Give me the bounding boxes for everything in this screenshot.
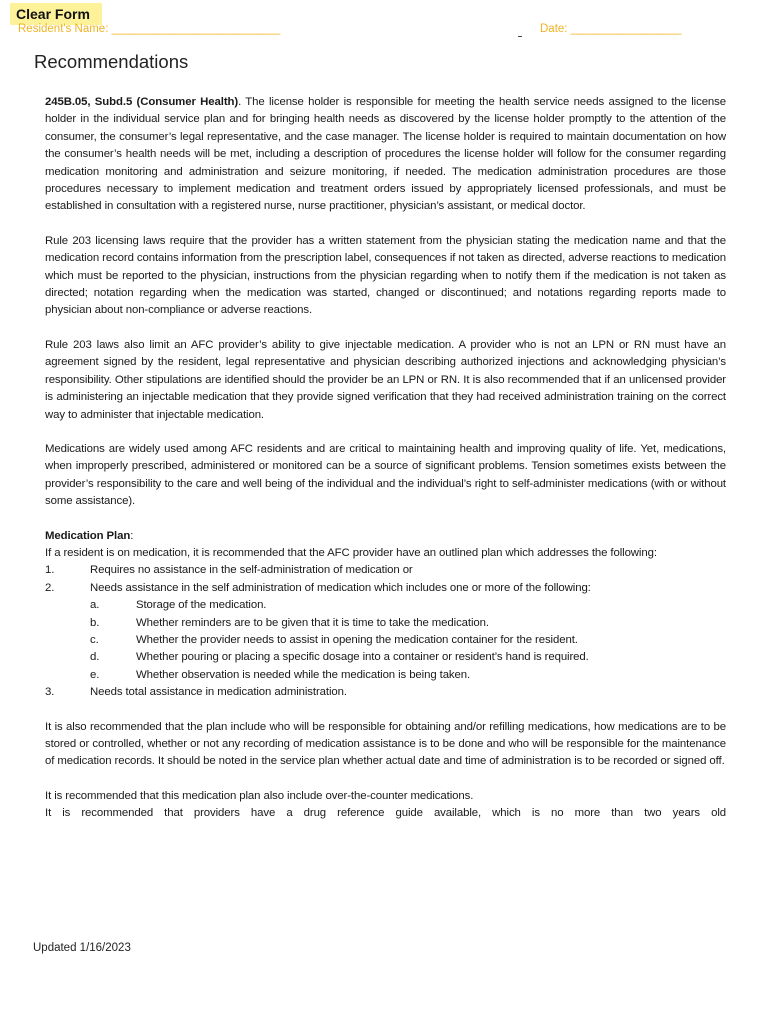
sub-list-item [45, 597, 726, 614]
sub-list-item-letter: c. [90, 633, 99, 646]
document-body [45, 94, 726, 823]
paragraph-drug-reference: It is recommended that providers have a drug reference guide available, which is no more than two years old [45, 807, 726, 820]
sub-list-item-letter: a. [90, 599, 100, 612]
updated-date: Updated 1/16/2023 [33, 942, 131, 954]
list-item [45, 684, 726, 701]
paragraph-consumer-health [45, 94, 726, 216]
sub-list-item [45, 615, 726, 632]
statute-reference: 245B.05, Subd.5 (Consumer Health) [45, 96, 239, 108]
sub-list-item [45, 632, 726, 649]
date-input-line[interactable]: ___________________ [570, 23, 681, 35]
heading-colon: : [130, 529, 134, 542]
date-field[interactable] [540, 23, 681, 35]
paragraph-rule-203-licensing: Rule 203 licensing laws require that the provider has a written statement from the physician stating the medication name and that the medication record contains information from the prescription label, consequences if not taken as directed, adverse reactions to medication which must be reported to the physician, instructions from the physician regarding when to notify them if the medication is not taken as directed; notation regarding when the medication was started, changed or discontinued; and notations regarding reports made to physician about non-compliance or adverse reactions. [45, 234, 726, 317]
sub-list-item [45, 649, 726, 666]
list-item-number: 1. [45, 564, 55, 577]
sub-list-item-text: Storage of the medication. [136, 599, 267, 612]
medication-plan-intro: If a resident is on medication, it is recommended that the AFC provider have an outlined plan which addresses the following: [45, 546, 657, 559]
paragraph-text: . The license holder is responsible for meeting the health service needs assigned to the license holder in the individual service plan and for bringing health needs as discovered by the license holder promptly to the attention of the consumer, the consumer’s legal representative, and the case manager. The license holder is required to maintain documentation on how the consumer’s health needs will be met, including a description of procedures the license holder will follow for the consumer regarding medication monitoring and administration and seizure monitoring, if needed. The medication administration procedures are those procedures necessary to implement medication and treatment orders issued by appropriately licensed professionals, and must be established in consultation with a registered nurse, nurse practitioner, physician’s assistant, or medical doctor. [45, 96, 726, 213]
sub-list-item-text: Whether the provider needs to assist in opening the medication container for the resident. [136, 633, 578, 646]
medication-plan-section [45, 528, 726, 702]
paragraph-otc-medications: It is recommended that this medication plan also include over-the-counter medications. [45, 789, 474, 802]
sub-list-item-text: Whether reminders are to be given that it is time to take the medication. [136, 616, 489, 629]
sub-list-item-letter: e. [90, 668, 100, 681]
resident-name-label: Resident's Name: [18, 23, 109, 35]
divider-dash [518, 36, 522, 37]
resident-name-field[interactable] [18, 23, 280, 35]
list-item [45, 562, 726, 579]
list-item-text: Requires no assistance in the self-administration of medication or [90, 564, 413, 577]
date-label: Date: [540, 23, 568, 35]
medication-plan-heading: Medication Plan [45, 529, 131, 542]
paragraph-medication-use: Medications are widely used among AFC residents and are critical to maintaining health and improving quality of life. Yet, medications, when improperly prescribed, administered or monitored can be a source of significant problems. Tension sometimes exists between the provider’s responsibility to the care and well being of the individual and the individual’s right to self-administer medications (with or without some assistance). [45, 442, 726, 508]
sub-list-item [45, 667, 726, 684]
list-item-number: 2. [45, 581, 55, 594]
list-item-text: Needs total assistance in medication administration. [90, 686, 347, 699]
clear-form-button[interactable]: Clear Form [10, 3, 102, 25]
list-item-text: Needs assistance in the self administration of medication which includes one or more of the following: [90, 581, 591, 594]
sub-list-item-letter: b. [90, 616, 100, 629]
paragraph-plan-responsibilities: It is also recommended that the plan include who will be responsible for obtaining and/or refilling medications, how medications are to be stored or controlled, whether or not any recording of medication assistance is to be done and who will be responsible for the maintenance of medication records. It should be noted in the service plan whether actual date and time of administration is to be recorded or signed off. [45, 720, 726, 768]
list-item [45, 580, 726, 597]
resident-name-input-line[interactable]: _____________________________ [111, 23, 280, 35]
page-title: Recommendations [34, 51, 189, 72]
list-item-number: 3. [45, 686, 55, 699]
medication-plan-heading-row [45, 528, 726, 545]
paragraph-injectable-medication: Rule 203 laws also limit an AFC provider’s ability to give injectable medication. A provider who is not an LPN or RN must have an agreement signed by the resident, legal representative and physician describing authorized injections and acknowledging physician’s responsibility. Other stipulations are identified should the provider be an LPN or RN. It is also recommended that if an unlicensed provider is administering an injectable medication that they provide signed verification that they had received administration training on the correct way to administer that injectable medication. [45, 338, 726, 421]
sub-list-item-letter: d. [90, 651, 100, 664]
sub-list-item-text: Whether pouring or placing a specific dosage into a container or resident’s hand is required. [136, 651, 589, 664]
sub-list-item-text: Whether observation is needed while the medication is being taken. [136, 668, 471, 681]
